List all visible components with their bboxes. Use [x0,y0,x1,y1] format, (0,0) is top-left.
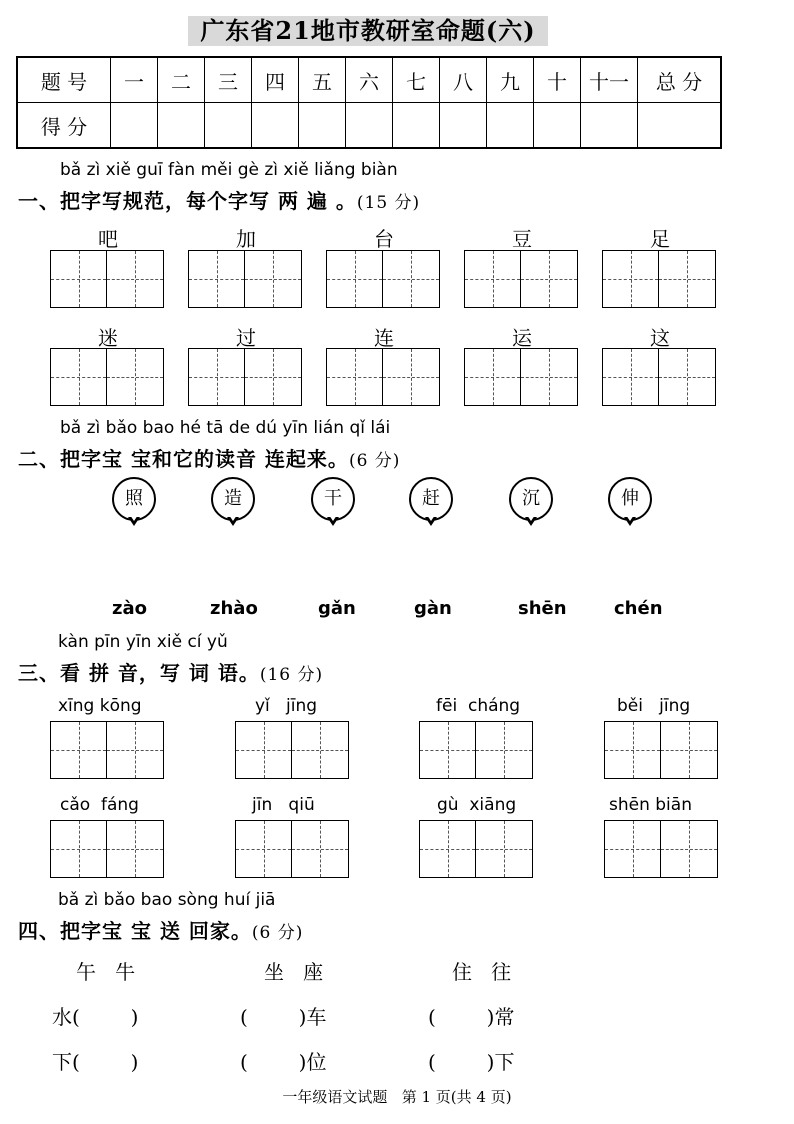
section3-points: (16 分) [259,665,324,685]
writing-grid[interactable] [464,348,578,406]
section1-heading-text: 一、把字写规范，每个字写 两 遍 。 [18,189,357,213]
writing-grid[interactable] [50,348,164,406]
writing-grid[interactable] [50,721,164,779]
score-header-cell: 题 号 [17,57,111,103]
score-table [16,56,722,149]
writing-grid[interactable] [602,250,716,308]
word-pinyin: jīn qiū [252,795,315,815]
section2-heading-text: 二、把字宝 宝和它的读音 连起来。 [18,447,349,471]
section3-heading [18,657,323,686]
bubble-char: 伸 [621,488,639,509]
score-header-cell: 五 [299,57,346,103]
reading-option[interactable]: gǎn [318,598,356,619]
score-cell [581,103,638,149]
char-bubble[interactable] [211,477,255,521]
fill-blank[interactable]: ( )位 [240,1050,327,1074]
word-pinyin: shēn biān [609,795,692,815]
score-header-cell: 总 分 [638,57,722,103]
score-header-cell: 十 [534,57,581,103]
reading-option[interactable]: shēn [518,598,567,619]
char-bubble[interactable] [112,477,156,521]
score-cell [158,103,205,149]
writing-grid[interactable] [235,721,349,779]
reading-option[interactable]: gàn [414,598,452,619]
writing-grid[interactable] [464,250,578,308]
char-bubble[interactable] [509,477,553,521]
bubble-char: 干 [324,488,342,509]
score-header-cell: 八 [440,57,487,103]
char-label: 运 [512,326,532,350]
score-cell [299,103,346,149]
word-pinyin: gù xiāng [437,795,517,815]
char-label: 这 [650,326,670,350]
writing-grid[interactable] [326,250,440,308]
word-pinyin: fēi cháng [436,696,521,716]
bubble-char: 赶 [422,488,440,509]
score-cell [638,103,722,149]
char-group: 住 往 [452,960,512,984]
bubble-char: 照 [125,488,143,509]
section2-pinyin: bǎ zì bǎo bao hé tā de dú yīn lián qǐ lái [60,418,391,438]
section3-heading-text: 三、看 拼 音，写 词 语。 [18,661,260,685]
char-label: 连 [374,326,394,350]
writing-grid[interactable] [188,348,302,406]
writing-grid[interactable] [419,820,533,878]
writing-grid[interactable] [188,250,302,308]
word-pinyin: yǐ jīng [255,696,318,716]
word-pinyin: cǎo fáng [60,795,139,815]
section3-pinyin: kàn pīn yīn xiě cí yǔ [58,632,228,652]
score-table-score-row [17,103,721,149]
word-pinyin: běi jīng [617,696,691,716]
reading-option[interactable]: zhào [210,598,258,619]
char-bubble[interactable] [409,477,453,521]
char-group: 午 牛 [76,960,136,984]
score-header-cell: 三 [205,57,252,103]
score-cell [346,103,393,149]
section2-points: (6 分) [348,451,401,471]
score-cell [252,103,299,149]
char-bubble[interactable] [608,477,652,521]
writing-grid[interactable] [50,250,164,308]
score-header-cell: 四 [252,57,299,103]
char-bubble[interactable] [311,477,355,521]
char-group: 坐 座 [264,960,324,984]
score-header-cell: 七 [393,57,440,103]
section4-heading [18,915,303,944]
section2-heading [18,443,400,472]
reading-option[interactable]: zào [112,598,147,619]
score-header-cell: 十一 [581,57,638,103]
fill-blank[interactable]: ( )常 [428,1005,515,1029]
score-cell [440,103,487,149]
char-label: 台 [374,227,394,251]
char-label: 过 [236,326,256,350]
score-table-header-row [17,57,721,103]
section4-pinyin: bǎ zì bǎo bao sòng huí jiā [58,890,276,910]
score-header-cell: 二 [158,57,205,103]
score-header-cell: 一 [111,57,158,103]
score-cell [534,103,581,149]
fill-blank[interactable]: ( )下 [428,1050,515,1074]
bubble-char: 沉 [522,488,540,509]
writing-grid[interactable] [50,820,164,878]
page-footer: 一年级语文试题 第 1 页(共 4 页) [282,1088,512,1106]
score-cell [111,103,158,149]
section4-heading-text: 四、把字宝 宝 送 回家。 [18,919,252,943]
word-pinyin: xīng kōng [58,696,142,716]
score-row-label: 得 分 [17,103,111,149]
fill-blank[interactable]: 水( ) [52,1005,139,1029]
score-header-cell: 九 [487,57,534,103]
score-cell [205,103,252,149]
section1-points: (15 分) [356,193,421,213]
reading-option[interactable]: chén [614,598,663,619]
char-label: 吧 [98,227,118,251]
section1-pinyin: bǎ zì xiě guī fàn měi gè zì xiě liǎng biàn [60,160,398,180]
fill-blank[interactable]: 下( ) [52,1050,139,1074]
writing-grid[interactable] [604,721,718,779]
bubble-char: 造 [224,488,242,509]
score-cell [487,103,534,149]
writing-grid[interactable] [602,348,716,406]
page-title: 广东省21地市教研室命题(六) [188,16,548,46]
score-header-cell: 六 [346,57,393,103]
writing-grid[interactable] [419,721,533,779]
char-label: 加 [236,227,256,251]
writing-grid[interactable] [604,820,718,878]
section1-heading [18,185,420,214]
fill-blank[interactable]: ( )车 [240,1005,327,1029]
writing-grid[interactable] [326,348,440,406]
section4-points: (6 分) [251,923,304,943]
score-cell [393,103,440,149]
char-label: 迷 [98,326,118,350]
char-label: 豆 [512,227,532,251]
char-label: 足 [650,227,670,251]
writing-grid[interactable] [235,820,349,878]
